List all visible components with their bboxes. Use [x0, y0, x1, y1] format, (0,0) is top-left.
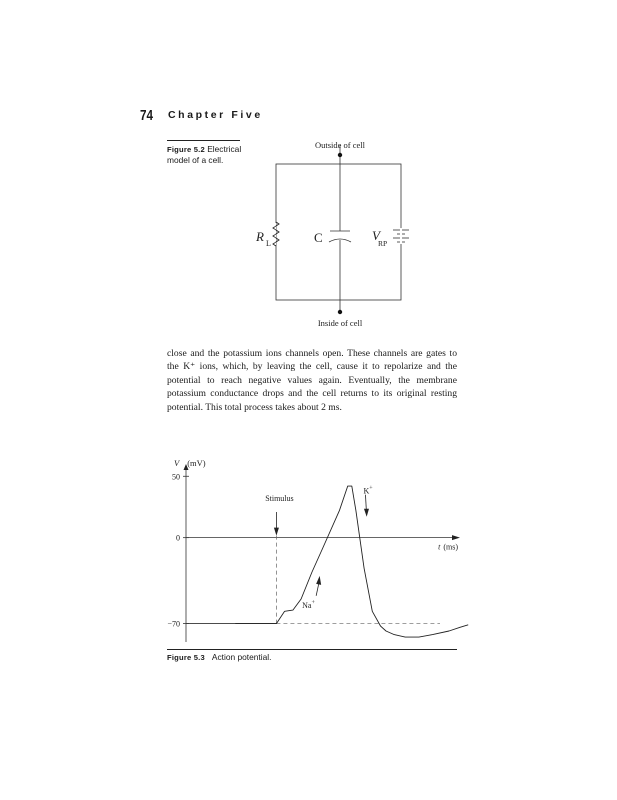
figure-5-3-label: Figure 5.3: [167, 653, 205, 662]
na-superscript: +: [311, 599, 315, 606]
y-tick-label: 50: [172, 472, 180, 482]
page-number: 74: [140, 107, 154, 124]
x-axis-title: [438, 543, 458, 552]
circuit-frame: [276, 164, 401, 300]
y-tick-label: 0: [176, 533, 180, 543]
body-text: [167, 347, 457, 414]
outside-of-cell-label: Outside of cell: [314, 140, 366, 150]
figure-5-2-label: Figure 5.2: [167, 145, 205, 154]
na-label: Na+: [302, 599, 315, 610]
cell-circuit-diagram: [240, 130, 440, 335]
capacitor-symbol: C: [314, 230, 323, 245]
figure-5-3-caption: [167, 652, 457, 663]
figure-5-2-caption-line2: model of a cell.: [167, 155, 224, 165]
body-paragraph: close and the potassium ions channels open. These channels are gates to the K⁺ ions, which, by leaving the cell, cause it to repolarize and the potential to reach negative values again. Eventually, the membrane potassium conductance drops and the cell returns to its original resting potential. This total process takes about 2 ms.: [167, 348, 457, 413]
na-arrow-head: [316, 576, 321, 585]
stimulus-label: Stimulus: [265, 494, 294, 503]
x-axis-unit: (ms): [441, 542, 458, 552]
y-axis-symbol: V: [174, 458, 180, 468]
caption-rule: [167, 140, 240, 141]
x-axis-symbol: t: [438, 542, 441, 552]
action-potential-curve: [235, 486, 468, 637]
k-superscript: +: [369, 485, 373, 492]
action-potential-chart: [160, 452, 470, 647]
voltage-subscript: RP: [378, 239, 388, 248]
y-axis-title: [174, 458, 206, 468]
y-tick-label: −70: [167, 619, 180, 629]
figure-5-3-top-rule: [167, 649, 457, 650]
x-axis-arrow: [452, 535, 460, 540]
figure-5-3-caption-text: Action potential.: [211, 652, 272, 662]
stimulus-arrow-head: [274, 528, 279, 536]
figure-5-2-caption-line1: Electrical: [207, 144, 242, 154]
voltage-symbol: V: [372, 228, 380, 243]
k-arrow-head: [364, 509, 369, 517]
inside-of-cell-label: Inside of cell: [317, 318, 363, 328]
k-label: K+: [363, 485, 373, 496]
inside-node-dot: [338, 310, 342, 314]
y-axis-unit: (mV): [187, 458, 206, 468]
resistor-symbol: R: [256, 229, 264, 244]
outside-node-dot: [338, 153, 342, 157]
chapter-title: Chapter Five: [168, 109, 263, 121]
resistor-subscript: L: [266, 239, 271, 248]
